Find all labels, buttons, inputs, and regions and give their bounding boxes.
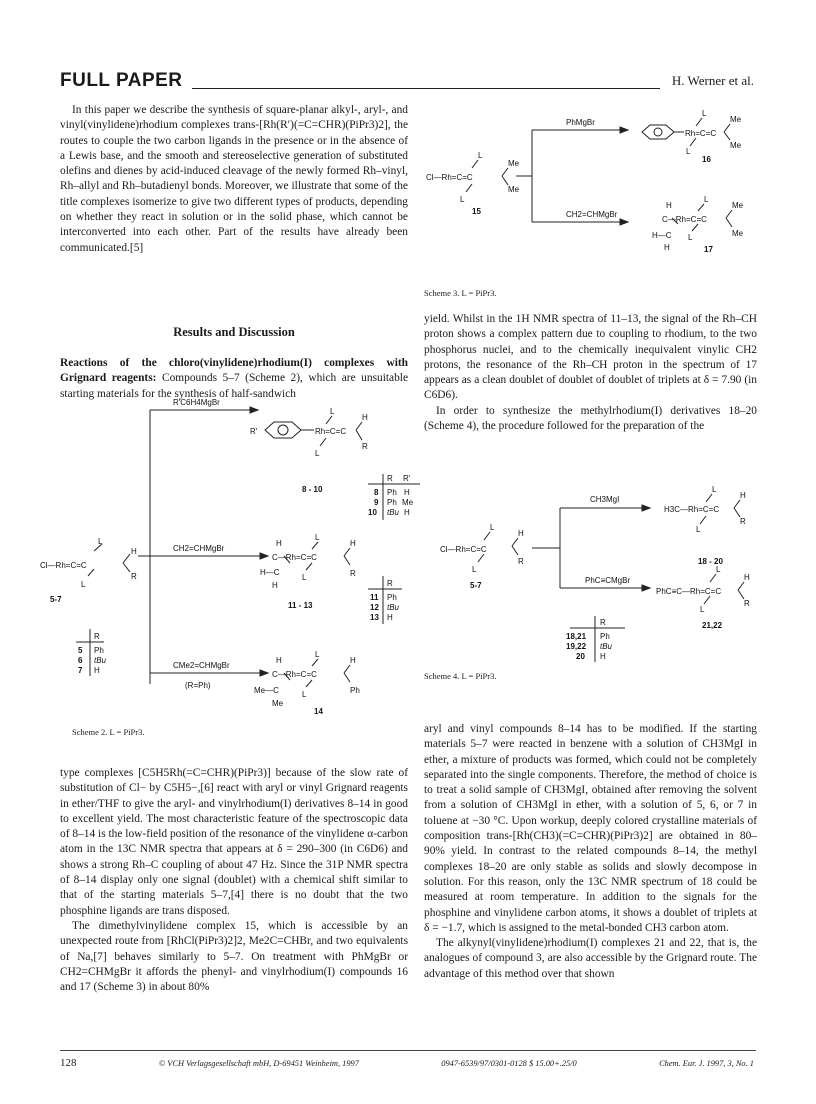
scheme-4-diagram	[420, 468, 760, 678]
atom-L: L	[315, 650, 320, 659]
atom-Rprime: R′	[250, 427, 258, 436]
atom-Me: Me	[730, 141, 742, 150]
table-head: R	[94, 632, 100, 641]
intro-paragraph-block	[60, 103, 408, 256]
paragraph-methyl-intro: In order to synthesize the methylrhodium(I) derivatives 18–20 (Scheme 4), the procedure followed for the preparation of the	[424, 404, 757, 433]
atom-L: L	[472, 565, 477, 574]
atom-H: H	[350, 539, 356, 548]
compound-label-18-20: 18 - 20	[698, 557, 723, 566]
vinyl-lower-fragment: H—C	[652, 231, 672, 240]
table-cell: 7	[78, 666, 83, 675]
compound-label-5-7: 5-7	[50, 595, 62, 604]
table-cell: H	[404, 508, 410, 517]
atom-R: R	[518, 557, 524, 566]
atom-H: H	[664, 243, 670, 252]
atom-L: L	[686, 147, 691, 156]
atom-L: L	[98, 537, 103, 546]
table-cell: 19,22	[566, 642, 587, 651]
left-body-lower	[60, 766, 408, 995]
reagent-alkynyl-grignard: PhC≡CMgBr	[585, 576, 631, 585]
vinyl-complex-formula: C—Rh=C=C	[272, 553, 317, 562]
table-head: R′	[403, 474, 411, 483]
table-cell: tBu	[600, 642, 613, 651]
issn-code: 0947-6539/97/0301-0128 $ 15.00+.25/0	[441, 1058, 577, 1068]
scheme-3-caption: Scheme 3. L = PiPr3.	[424, 288, 497, 298]
table-cell: H	[94, 666, 100, 675]
scheme-3-diagram	[420, 106, 760, 286]
reagent-methyl-grignard: CH3MgI	[590, 495, 620, 504]
compound-label-15: 15	[472, 207, 481, 216]
compound-label-16: 16	[702, 155, 711, 164]
vinyl-complex-formula: C—Rh=C=C	[662, 215, 707, 224]
footer-rule	[60, 1050, 756, 1051]
crotyl-lower-fragment: Me—C	[254, 686, 279, 695]
reagent-vinyl-grignard: CH2=CHMgBr	[566, 210, 618, 219]
atom-H: H	[666, 201, 672, 210]
atom-R: R	[362, 442, 368, 451]
atom-L: L	[478, 151, 483, 160]
table-head: R	[387, 579, 393, 588]
page-footer	[60, 1057, 754, 1069]
atom-L: L	[702, 109, 707, 118]
table-cell: tBu	[387, 508, 400, 517]
scheme-4-caption: Scheme 4. L = PiPr3.	[424, 671, 497, 681]
table-cell: 9	[374, 498, 379, 507]
atom-Ph: Ph	[350, 686, 360, 695]
table-cell: 11	[370, 593, 379, 602]
table-cell: Ph	[94, 646, 104, 655]
table-cell: 20	[576, 652, 585, 661]
start-compound-formula: Cl—Rh=C=C	[426, 173, 473, 182]
atom-H: H	[740, 491, 746, 500]
table-cell: 5	[78, 646, 83, 655]
reagent-vinyl-grignard: CH2=CHMgBr	[173, 544, 225, 553]
atom-Me: Me	[732, 201, 744, 210]
atom-L: L	[688, 233, 693, 242]
compound-label-14: 14	[314, 707, 323, 714]
atom-R: R	[740, 517, 746, 526]
reagent-aryl-grignard: R′C6H4MgBr	[173, 398, 220, 407]
start-compound-formula: Cl—Rh=C=C	[40, 561, 87, 570]
crotyl-complex-formula: C—Rh=C=C	[272, 670, 317, 679]
publisher-line: © VCH Verlagsgesellschaft mbH, D-69451 Weinheim, 1997	[158, 1058, 359, 1068]
phenyl-complex-formula: Rh=C=C	[685, 129, 717, 138]
atom-L: L	[716, 565, 721, 574]
scheme-2-caption: Scheme 2. L = PiPr3.	[72, 727, 145, 737]
atom-Me: Me	[272, 699, 284, 708]
compound-label-8-10: 8 - 10	[302, 485, 323, 494]
right-body-upper	[424, 312, 757, 434]
atom-L: L	[81, 580, 86, 589]
section-label: FULL PAPER	[60, 70, 183, 91]
atom-L: L	[302, 690, 307, 699]
paragraph-alkynyl: The alkynyl(vinylidene)rhodium(I) complexes 21 and 22, that is, the analogues of compound 3, are also accessible by the Grignard route. The advantage of this method over that shown	[424, 937, 757, 980]
subsection-heading: Reactions of the chloro(vinylidene)rhodium(I) complexes with Grignard reagents:	[60, 357, 408, 385]
atom-H: H	[276, 656, 282, 665]
table-cell: 12	[370, 603, 379, 612]
subsection-text: Compounds 5–7 (Scheme 2), which are unsuitable starting materials for the synthesis of half-sandwich	[60, 372, 408, 400]
atom-H: H	[131, 547, 137, 556]
vinyl-lower-fragment: H—C	[260, 568, 280, 577]
paragraph-methyl-synthesis: aryl and vinyl compounds 8–14 has to be modified. If the starting materials 5–7 were reacted in benzene with a solution of CH3MgI in ether, a mixture of products was formed, which could not be completely separated into the single components. Therefore, the method of choice is to treat a solid sample of CH3MgI, obtained after removing the solvent from a solution of CH3MgI in ether, with a solution of 5, 6, or 7 in toluene at −30 °C. Upon workup, deeply colored crystalline materials of composition trans-[Rh(CH3)(=C=CHR)(PiPr3)2] are obtained in 80–90% yield. In contrast to the related compounds 8–14, the methyl complexes 18–20 are only stable as solids and slowly decompose in solution. For this reason, only the 13C NMR spectrum of 18 could be measured at room temperature. In addition to the signals for the phosphine and vinylidene carbon atoms, it shows a doublet of triplets at δ = −1.7, which is assigned to the metal-bonded CH3 carbon atom.	[424, 723, 757, 934]
table-cell: 18,21	[566, 632, 587, 641]
table-cell: tBu	[387, 603, 400, 612]
header-rule	[192, 88, 660, 89]
table-cell: Me	[402, 498, 414, 507]
reagent-dimethylvinyl-grignard: CMe2=CHMgBr	[173, 661, 230, 670]
atom-H: H	[276, 539, 282, 548]
start-compound-formula: Cl—Rh=C=C	[440, 545, 487, 554]
compound-label-11-13: 11 - 13	[288, 601, 313, 610]
table-head: R	[387, 474, 393, 483]
scheme-2-diagram	[40, 396, 420, 714]
table-cell: Ph	[387, 498, 397, 507]
atom-H: H	[744, 573, 750, 582]
table-cell: 10	[368, 508, 377, 517]
paragraph-nmr-yield: yield. Whilst in the 1H NMR spectra of 11–13, the signal of the Rh–CH proton shows a complex pattern due to coupling to rhodium, to the two phosphorus nuclei, and to the chemically inequivalent vinylic CH2 protons, the resonance of the Rh–CH proton in the spectrum of 17 appears as a clean doublet of doublet of doublet of triplets at δ = 7.90 (in C6D6).	[424, 313, 757, 402]
table-cell: 6	[78, 656, 83, 665]
header-authors: H. Werner et al.	[671, 73, 754, 88]
atom-L: L	[460, 195, 465, 204]
paragraph-dimethylvinylidene: The dimethylvinylidene complex 15, which is accessible by an unexpected route from [RhCl(PiPr3)2]2, Me2C=CHBr, and two equivalents of Na,[7] behaves similarly to 5–7. On treatment with PhMgBr or CH2=CHMgBr it affords the phenyl- and vinylrhodium(I) compounds 16 and 17 (Scheme 3) in about 80%	[60, 919, 408, 994]
atom-H: H	[350, 656, 356, 665]
table-cell: tBu	[94, 656, 107, 665]
atom-L: L	[700, 605, 705, 614]
table-cell: H	[387, 613, 393, 622]
subsection-block	[60, 356, 408, 402]
table-cell: H	[600, 652, 606, 661]
table-cell: Ph	[600, 632, 610, 641]
atom-Me: Me	[508, 159, 520, 168]
atom-R: R	[350, 569, 356, 578]
table-cell: H	[404, 488, 410, 497]
atom-L: L	[696, 525, 701, 534]
atom-R: R	[744, 599, 750, 608]
page-number: 128	[60, 1057, 77, 1069]
methyl-complex-formula: H3C—Rh=C=C	[664, 505, 720, 514]
alkynyl-complex-formula: PhC≡C—Rh=C=C	[656, 587, 722, 596]
atom-L: L	[704, 195, 709, 204]
atom-H: H	[362, 413, 368, 422]
paragraph-halfsandwich: type complexes [C5H5Rh(=C=CHR)(PiPr3)] because of the slow rate of substitution of Cl− by C5H5−,[6] react with aryl or vinyl Grignard reagents in ether/THF to give the aryl- and vinylrhodium(I) derivatives 8–14 in good to excellent yield. The most characteristic feature of the spectroscopic data of 8–14 is the low-field position of the resonance of the vinylidene α-carbon atom in the 13C NMR spectra that appears at δ = 290–300 (in C6D6) and shows a strong Rh–C coupling of about 47 Hz. Since the 31P NMR spectra of 8–14 display only one signal (doublet) with a chemical shift similar to that of the starting materials 5–7,[4] there is no doubt that the two phosphine ligands are trans disposed.	[60, 767, 408, 917]
atom-L: L	[315, 449, 320, 458]
section-heading: Results and Discussion	[173, 325, 295, 339]
reagent-note: (R=Ph)	[185, 681, 211, 690]
atom-Me: Me	[732, 229, 744, 238]
table-cell: Ph	[387, 593, 397, 602]
atom-H: H	[518, 529, 524, 538]
table-head: R	[600, 618, 606, 627]
intro-paragraph: In this paper we describe the synthesis of square-planar alkyl-, aryl-, and vinyl(vinylidene)rhodium complexes trans-[Rh(R′)(=C=CHR)(PiPr3)2], the routes to couple the two carbon ligands in the presence or in the absence of a Lewis base, and the smooth and stereoselective generation of substituted olefins and dienes by acid-induced cleavage of the newly formed Rh–vinyl, Rh–allyl and Rh–butadienyl bonds. Moreover, we illustrate that some of the title complexes isomerize to give two different types of products, depending on whether they react in solution or in the solid phase, which cannot be interconverted into each other. Part of the results have already been communicated.[5]	[60, 104, 408, 254]
atom-L: L	[315, 533, 320, 542]
table-cell: Ph	[387, 488, 397, 497]
aryl-complex-formula: Rh=C=C	[315, 427, 347, 436]
atom-R: R	[131, 572, 137, 581]
compound-label-17: 17	[704, 245, 713, 254]
atom-L: L	[490, 523, 495, 532]
atom-H: H	[272, 581, 278, 590]
atom-L: L	[330, 407, 335, 416]
atom-Me: Me	[508, 185, 520, 194]
compound-label-21-22: 21,22	[702, 621, 723, 630]
atom-L: L	[712, 485, 717, 494]
atom-L: L	[302, 573, 307, 582]
right-body-lower	[424, 722, 757, 982]
table-cell: 8	[374, 488, 379, 497]
atom-Me: Me	[730, 115, 742, 124]
table-cell: 13	[370, 613, 379, 622]
reagent-phenyl-grignard: PhMgBr	[566, 118, 595, 127]
compound-label-5-7: 5-7	[470, 581, 482, 590]
journal-citation: Chem. Eur. J. 1997, 3, No. 1	[659, 1058, 754, 1068]
